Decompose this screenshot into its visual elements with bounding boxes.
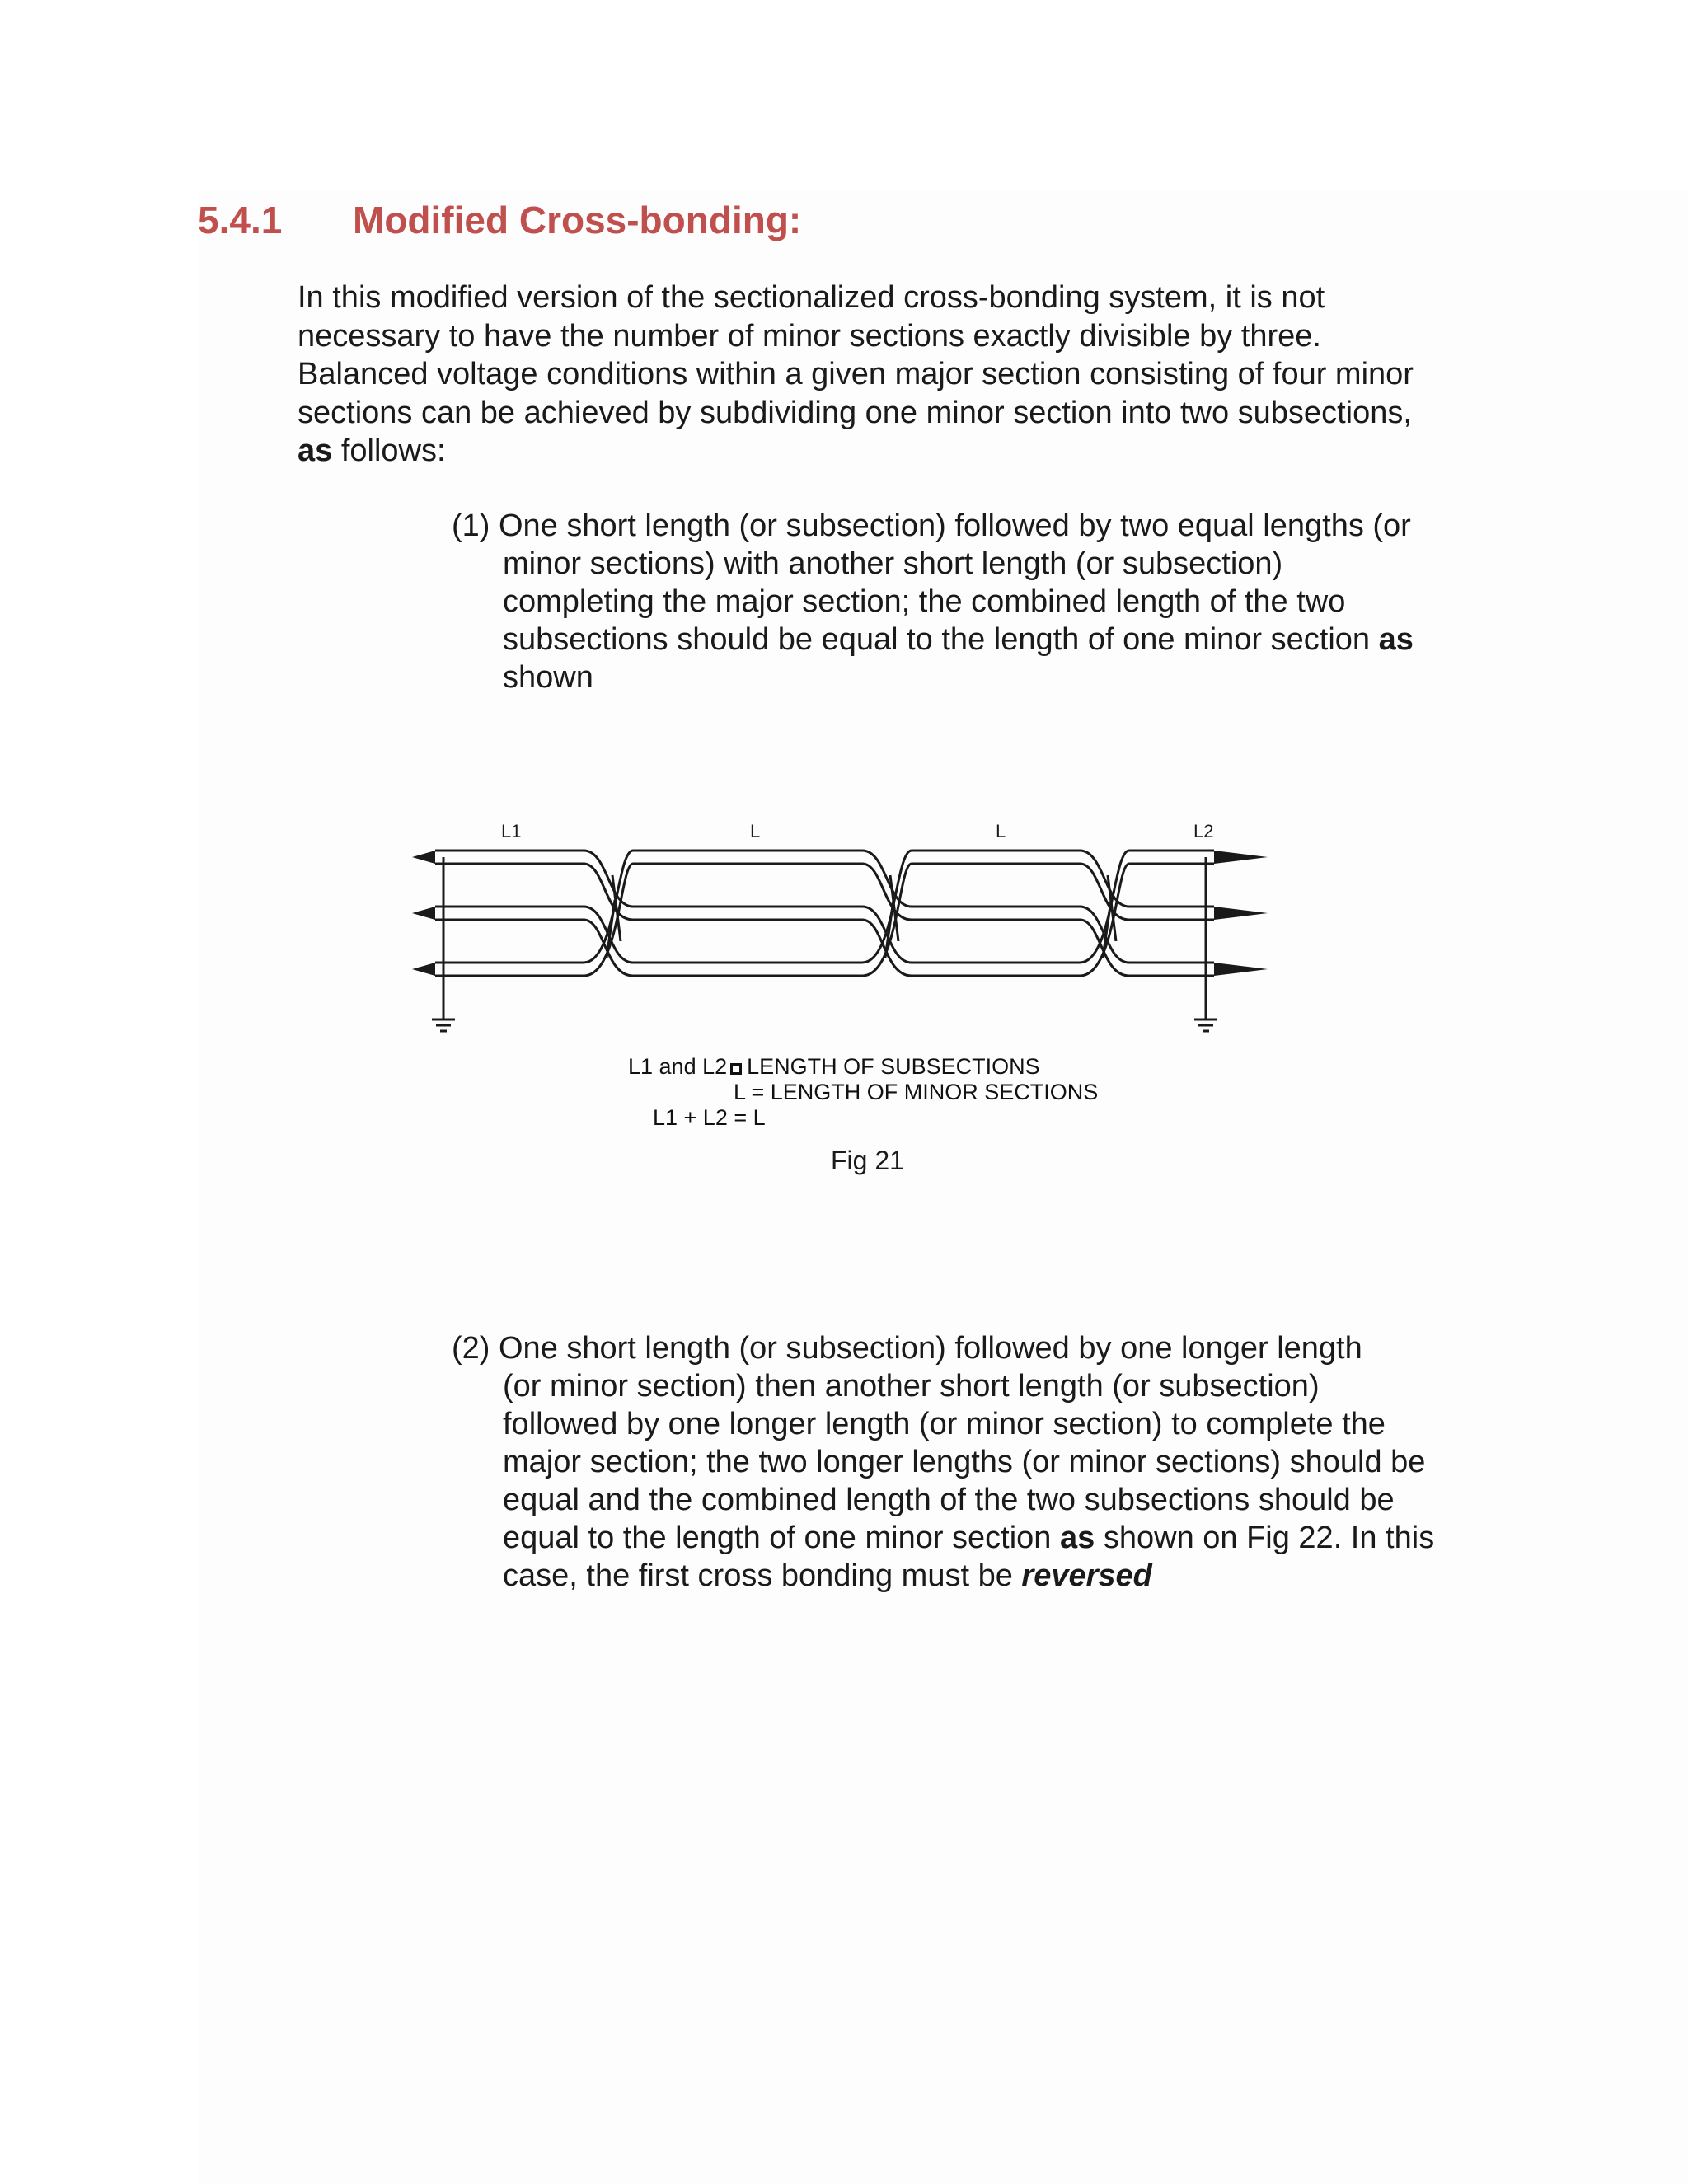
label-l-second: L: [996, 821, 1006, 841]
list-item-text: (2) One short length (or subsection) followed by one longer length: [452, 1331, 1362, 1366]
list-item-1: [452, 507, 1523, 696]
cable-arrow-heads: [412, 851, 1268, 976]
legend-l1-l2: L1 and L2: [628, 1054, 728, 1079]
right-bonding-ground: [1194, 857, 1217, 1031]
left-bonding-ground: [432, 857, 455, 1031]
label-l2: L2: [1193, 821, 1214, 841]
list-item-text: (1) One short length (or subsection) followed by two equal lengths (or: [452, 509, 1411, 543]
list-item-2: [452, 1329, 1523, 1595]
intro-paragraph: [298, 279, 1517, 471]
section-title: Modified Cross-bonding:: [353, 199, 802, 241]
cable-section-l-first: [633, 851, 862, 976]
legend-sum: L1 + L2 = L: [653, 1105, 766, 1130]
intro-line: In this modified version of the sectionalized cross-bonding system, it is not: [298, 280, 1325, 315]
bold-text: as: [1060, 1521, 1095, 1555]
bold-text: as: [1378, 622, 1414, 657]
cable-section-l-second: [912, 851, 1080, 976]
legend-subsections: LENGTH OF SUBSECTIONS: [747, 1054, 1040, 1079]
section-number: 5.4.1: [198, 199, 283, 241]
intro-line: necessary to have the number of minor sections exactly divisible by three.: [298, 318, 1321, 354]
intro-line: sections can be achieved by subdividing one minor section into two subsections,: [298, 395, 1412, 430]
page-background: [198, 190, 1688, 2184]
crossover-joint-3: [1080, 851, 1129, 976]
cross-bonding-diagram: [410, 818, 1276, 1040]
figure-caption: Fig 21: [831, 1146, 904, 1175]
legend-minor-sections: L = LENGTH OF MINOR SECTIONS: [734, 1080, 1099, 1104]
list-item-continuation: (or minor section) then another short length (or subsection) followed by one longer length (or minor section) to complete the major section; the two longer lengths (or minor sections) should be equal and the combined length of the two subsections should be equal to the length of one minor section as shown on Fig 22. In this case, the first cross bonding must be reversed: [503, 1369, 1435, 1593]
list-item-continuation: minor sections) with another short length (or subsection) completing the major section; the combined length of the two subsections should be equal to the length of one minor section as shown: [503, 546, 1414, 695]
label-l1: L1: [501, 821, 522, 841]
crossover-joint-1: [584, 851, 633, 976]
intro-line: as follows:: [298, 434, 446, 468]
label-l-first: L: [750, 821, 761, 841]
legend-box-icon: [730, 1063, 742, 1075]
bold-text: as: [298, 434, 333, 468]
emphasis-text: reversed: [1021, 1558, 1152, 1593]
crossover-joint-2: [862, 851, 912, 976]
intro-line: Balanced voltage conditions within a given major section consisting of four minor: [298, 357, 1414, 391]
cable-section-l2: [1129, 851, 1214, 976]
cable-section-l1: [435, 851, 584, 976]
